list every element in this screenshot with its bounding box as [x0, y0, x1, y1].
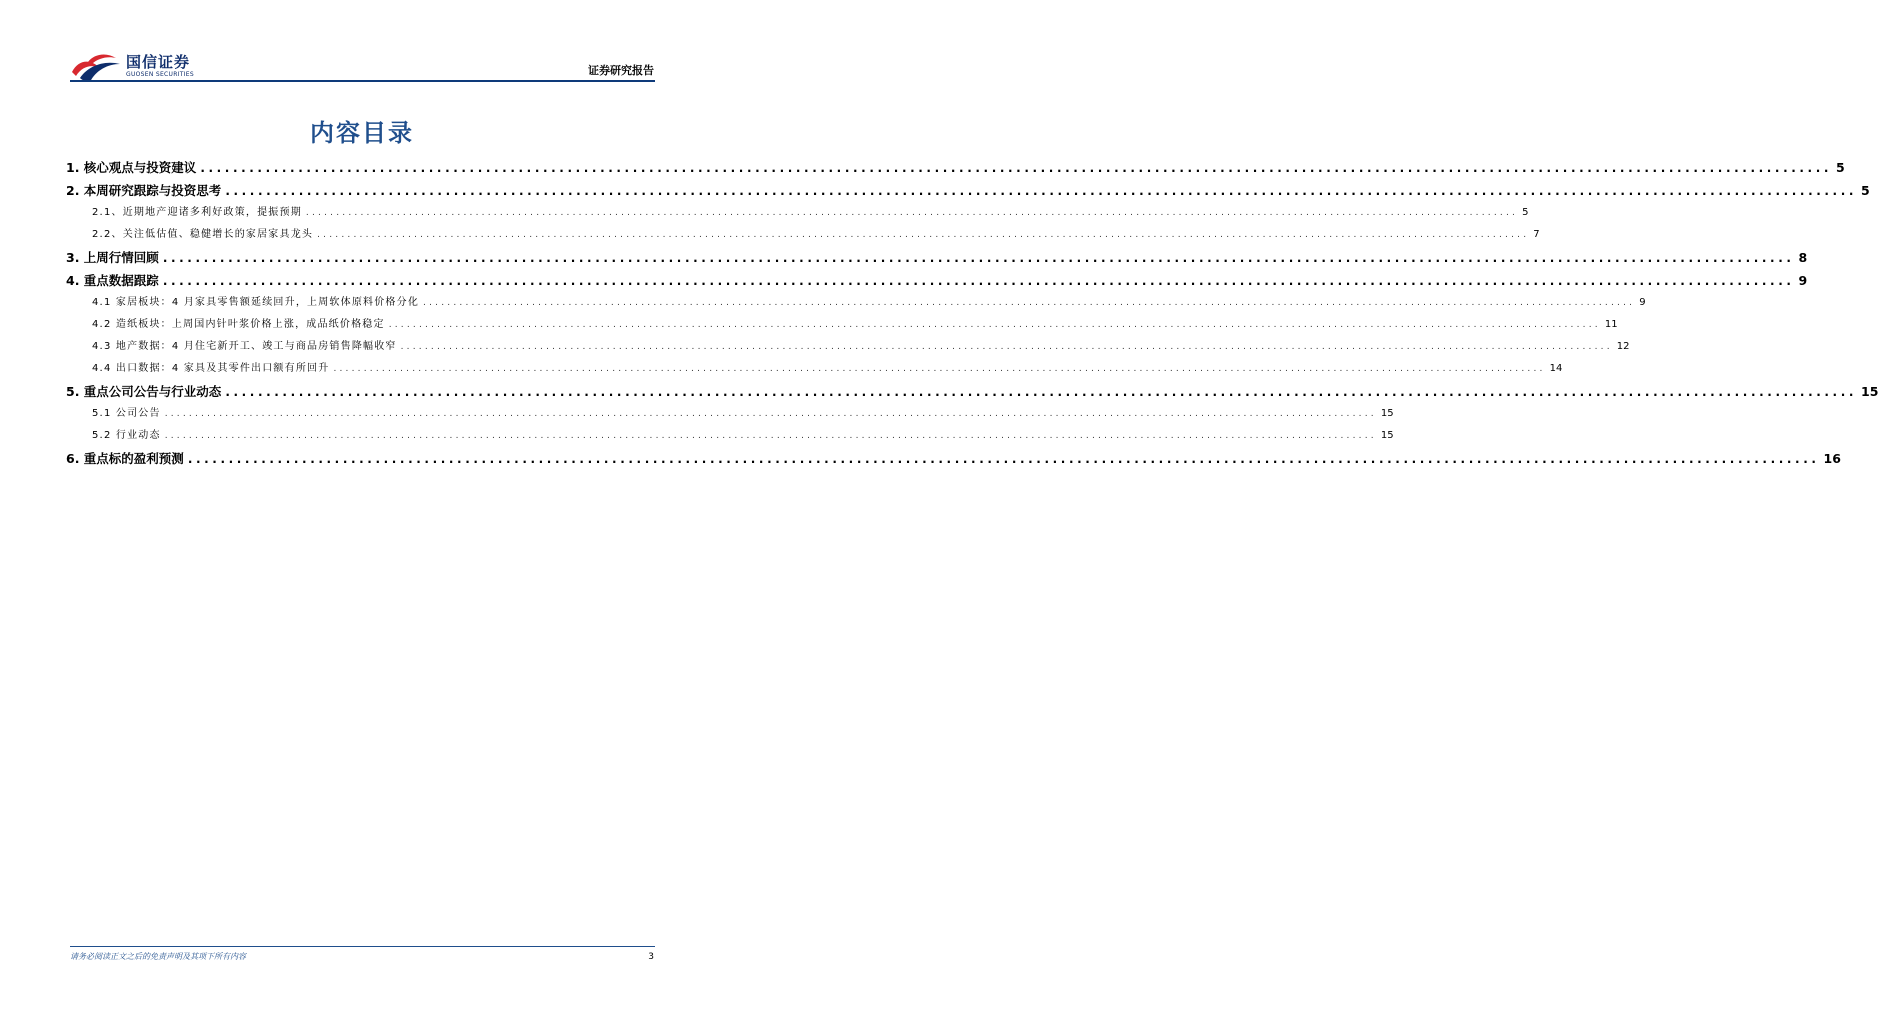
- toc-entry-level1[interactable]: [66, 246, 1808, 269]
- guosen-emblem-icon: [70, 50, 122, 84]
- toc-dot-leader: ........................................................................................................................................................................................................: [388, 320, 1601, 330]
- toc-entry-level1[interactable]: [66, 380, 1878, 403]
- toc-entry-page: 5: [1522, 207, 1529, 218]
- toc-dot-leader: ........................................................................................................................................................................................................: [162, 251, 1795, 265]
- toc-entry-page: 5: [1836, 160, 1845, 175]
- toc-entry-label: 5.2 行业动态: [92, 430, 161, 441]
- toc-dot-leader: ........................................................................................................................................................................................................: [164, 409, 1377, 419]
- toc-entry-label: 4. 重点数据跟踪: [66, 273, 159, 288]
- toc-entry-level2[interactable]: [66, 202, 1529, 224]
- toc-entry-label: 5. 重点公司公告与行业动态: [66, 384, 222, 399]
- toc-entry-label: 4.2 造纸板块：上周国内针叶浆价格上涨，成品纸价格稳定: [92, 319, 385, 330]
- footer-divider: [70, 946, 655, 947]
- toc-entry-label: 4.4 出口数据：4 家具及其零件出口额有所回升: [92, 363, 330, 374]
- toc-entry-label: 4.3 地产数据：4 月住宅新开工、竣工与商品房销售降幅收窄: [92, 341, 397, 352]
- toc-entry-level2[interactable]: [66, 425, 1394, 447]
- toc-entry-level2[interactable]: [66, 336, 1630, 358]
- toc-dot-leader: ........................................................................................................................................................................................................: [200, 161, 1833, 175]
- toc-entry-level2[interactable]: [66, 224, 1540, 246]
- toc-entry-level1[interactable]: [66, 179, 1870, 202]
- toc-entry-level2[interactable]: [66, 403, 1394, 425]
- toc-title: 内容目录: [310, 119, 414, 147]
- toc-entry-page: 15: [1380, 430, 1394, 441]
- toc-entry-page: 15: [1861, 384, 1878, 399]
- toc-dot-leader: ........................................................................................................................................................................................................: [225, 184, 1858, 198]
- toc-dot-leader: ........................................................................................................................................................................................................: [164, 431, 1377, 441]
- page-number: 3: [648, 952, 654, 962]
- toc-entry-page: 5: [1861, 183, 1870, 198]
- toc-entry-label: 6. 重点标的盈利预测: [66, 451, 184, 466]
- toc-dot-leader: ........................................................................................................................................................................................................: [305, 208, 1519, 218]
- table-of-contents: [66, 156, 1878, 470]
- toc-dot-leader: ........................................................................................................................................................................................................: [187, 452, 1820, 466]
- toc-entry-level1[interactable]: [66, 447, 1841, 470]
- toc-entry-page: 9: [1639, 297, 1646, 308]
- toc-entry-page: 15: [1380, 408, 1394, 419]
- toc-entry-level2[interactable]: [66, 358, 1563, 380]
- toc-dot-leader: ........................................................................................................................................................................................................: [162, 274, 1795, 288]
- header-divider: [70, 80, 655, 82]
- report-type-label: 证券研究报告: [588, 64, 654, 77]
- logo-chinese-name: 国信证券: [126, 53, 191, 71]
- toc-entry-label: 2.1、近期地产迎诸多利好政策，提振预期: [92, 207, 302, 218]
- toc-entry-label: 1. 核心观点与投资建议: [66, 160, 197, 175]
- toc-entry-page: 16: [1823, 451, 1841, 466]
- toc-dot-leader: ........................................................................................................................................................................................................: [317, 230, 1530, 240]
- toc-entry-level2[interactable]: [66, 314, 1618, 336]
- toc-dot-leader: ........................................................................................................................................................................................................: [423, 298, 1636, 308]
- toc-entry-page: 9: [1798, 273, 1808, 288]
- toc-dot-leader: ........................................................................................................................................................................................................: [400, 342, 1613, 352]
- toc-entry-label: 3. 上周行情回顾: [66, 250, 159, 265]
- toc-entry-page: 14: [1549, 363, 1563, 374]
- toc-entry-level1[interactable]: [66, 156, 1845, 179]
- toc-entry-page: 11: [1604, 319, 1618, 330]
- toc-entry-page: 7: [1533, 229, 1540, 240]
- footer-disclaimer: 请务必阅读正文之后的免责声明及其项下所有内容: [70, 952, 246, 961]
- toc-entry-label: 2.2、关注低估值、稳健增长的家居家具龙头: [92, 229, 314, 240]
- toc-entry-level2[interactable]: [66, 292, 1646, 314]
- toc-dot-leader: ........................................................................................................................................................................................................: [225, 385, 1858, 399]
- toc-entry-label: 2. 本周研究跟踪与投资思考: [66, 183, 222, 198]
- logo-english-name: GUOSEN SECURITIES: [126, 71, 195, 78]
- toc-entry-label: 5.1 公司公告: [92, 408, 161, 419]
- toc-entry-level1[interactable]: [66, 269, 1808, 292]
- toc-entry-page: 12: [1616, 341, 1630, 352]
- toc-entry-label: 4.1 家居板块：4 月家具零售额延续回升，上周软体原料价格分化: [92, 297, 420, 308]
- toc-dot-leader: ........................................................................................................................................................................................................: [333, 364, 1546, 374]
- toc-entry-page: 8: [1798, 250, 1808, 265]
